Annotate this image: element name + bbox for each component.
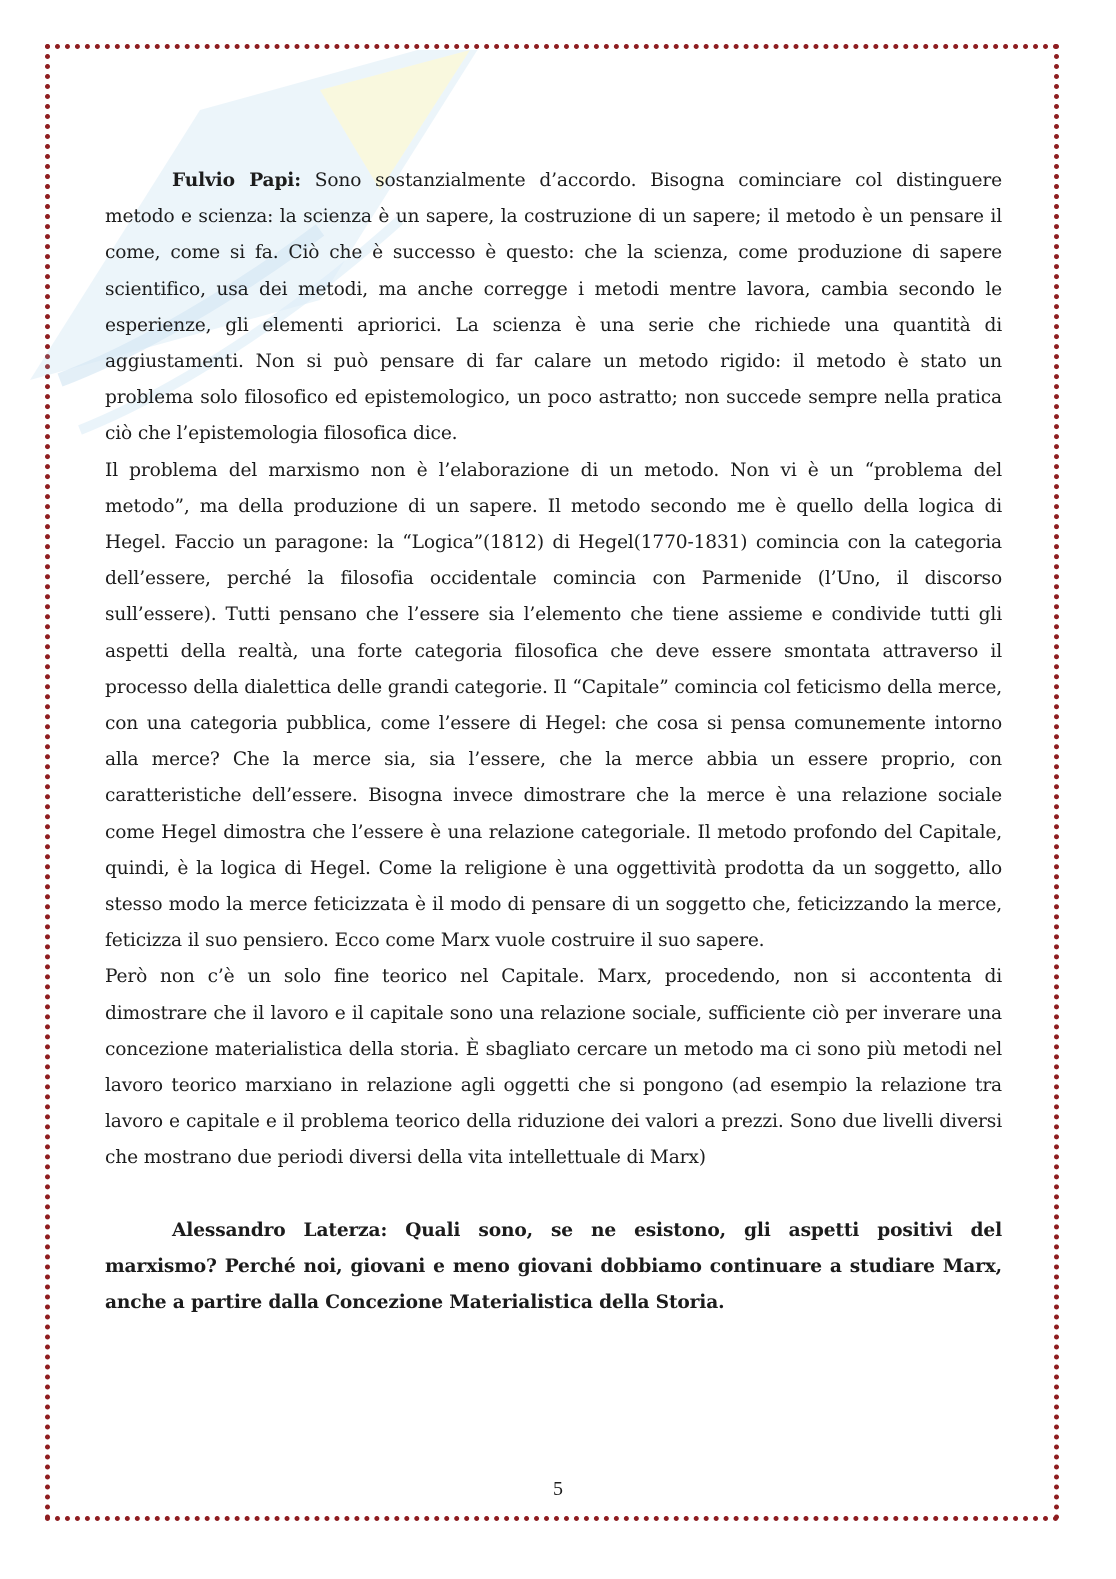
paragraph-3: Però non c’è un solo fine teorico nel Capitale. Marx, procedendo, non si accontenta di dimostrare che il lavoro e il capitale sono una relazione sociale, sufficiente ciò per inverare una concezione materialistica della storia. È sbagliato cercare un metodo ma ci sono più metodi nel lavoro teorico marxiano in relazione agli oggetti che si pongono (ad esempio la relazione tra lavoro e capitale e il problema teorico della riduzione dei valori a prezzi. Sono due livelli diversi che mostrano due periodi diversi della vita intellettuale di Marx) [105, 966, 1002, 1169]
answer-intro-text: Sono sostanzialmente d’accordo. Bisogna cominciare col distinguere metodo e scienza: la scienza è un sapere, la costruzione di un sapere; il metodo è un pensare il come, come si fa. Ciò che è successo è questo: che la scienza, come produzione di sapere scientifico, usa dei metodi, ma anche corregge i metodi mentre lavora, cambia secondo le esperienze, gli elementi apriorici. La scienza è una serie che richiede una quantità di aggiustamenti. Non si può pensare di far calare un metodo rigido: il metodo è stato un problema solo filosofico ed epistemologico, un poco astratto; non succede sempre nella pratica ciò che l’epistemologia filosofica dice. [105, 170, 1002, 445]
speaker-name: Fulvio Papi: [172, 170, 301, 191]
question-paragraph: Alessandro Laterza: Quali sono, se ne esistono, gli aspetti positivi del marxismo? Perché noi, giovani e meno giovani dobbiamo continuare a studiare Marx, anche a partire dalla Concezione Materialistica della Storia. [105, 1219, 1002, 1314]
document-body [105, 163, 1002, 1321]
paragraph-2: Il problema del marxismo non è l’elaborazione di un metodo. Non vi è un “problema del metodo”, ma della produzione di un sapere. Il metodo secondo me è quello della logica di Hegel. Faccio un paragone: la “Logica”(1812) di Hegel(1770-1831) comincia con la categoria dell’essere, perché la filosofia occidentale comincia con Parmenide (l’Uno, il discorso sull’essere). Tutti pensano che l’essere sia l’elemento che tiene assieme e condivide tutti gli aspetti della realtà, una forte categoria filosofica che deve essere smontata attraverso il processo della dialettica delle grandi categorie. Il “Capitale” comincia col feticismo della merce, con una categoria pubblica, come l’essere di Hegel: che cosa si pensa comunemente intorno alla merce? Che la merce sia, sia l’essere, che la merce abbia un essere proprio, con caratteristiche dell’essere. Bisogna invece dimostrare che la merce è una relazione sociale come Hegel dimostra che l’essere è una relazione categoriale. Il metodo profondo del Capitale, quindi, è la logica di Hegel. Come la religione è una oggettività prodotta da un soggetto, allo stesso modo la merce feticizzata è il modo di pensare di un soggetto che, feticizzando la merce, feticizza il suo pensiero. Ecco come Marx vuole costruire il suo sapere. [105, 459, 1002, 952]
page-number: 5 [553, 1478, 563, 1500]
answer-paragraph [105, 163, 1002, 453]
